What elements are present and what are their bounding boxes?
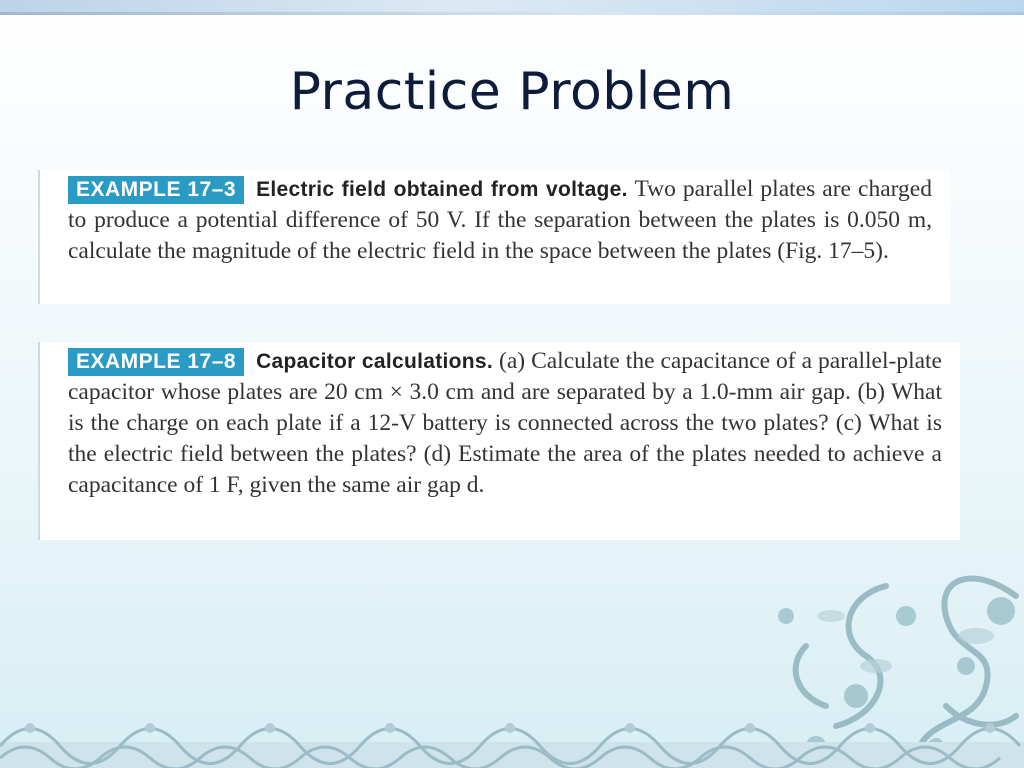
- top-decorative-bar: [0, 0, 1024, 12]
- example-heading: Electric field obtained from voltage.: [256, 178, 628, 201]
- example-body: Two parallel plates are charged to produce a potential difference of 50 V. If the separation between the plates is 0.050 m, calculate the magnitude of the electric field in the space between the plates (Fig. 17–5).: [68, 176, 932, 264]
- slide-title: Practice Problem: [289, 62, 735, 122]
- example-17-3-box: [38, 170, 950, 304]
- wave-pattern-icon: [0, 706, 1024, 768]
- example-17-8-box: [38, 342, 960, 540]
- example-body: (a) Calculate the capacitance of a parallel-plate capacitor whose plates are 20 cm × 3.0 cm and are separated by a 1.0-mm air gap. (b) What is the charge on each plate if a 12-V battery is connected across the two plates? (c) What is the electric field between the plates? (d) Estimate the area of the plates needed to achieve a capacitance of 1 F, given the same air gap d.: [68, 348, 942, 498]
- example-heading: Capacitor calculations.: [256, 350, 493, 373]
- top-rule-line: [0, 12, 1024, 15]
- example-tag: EXAMPLE 17–3: [68, 176, 244, 204]
- example-tag: EXAMPLE 17–8: [68, 348, 244, 376]
